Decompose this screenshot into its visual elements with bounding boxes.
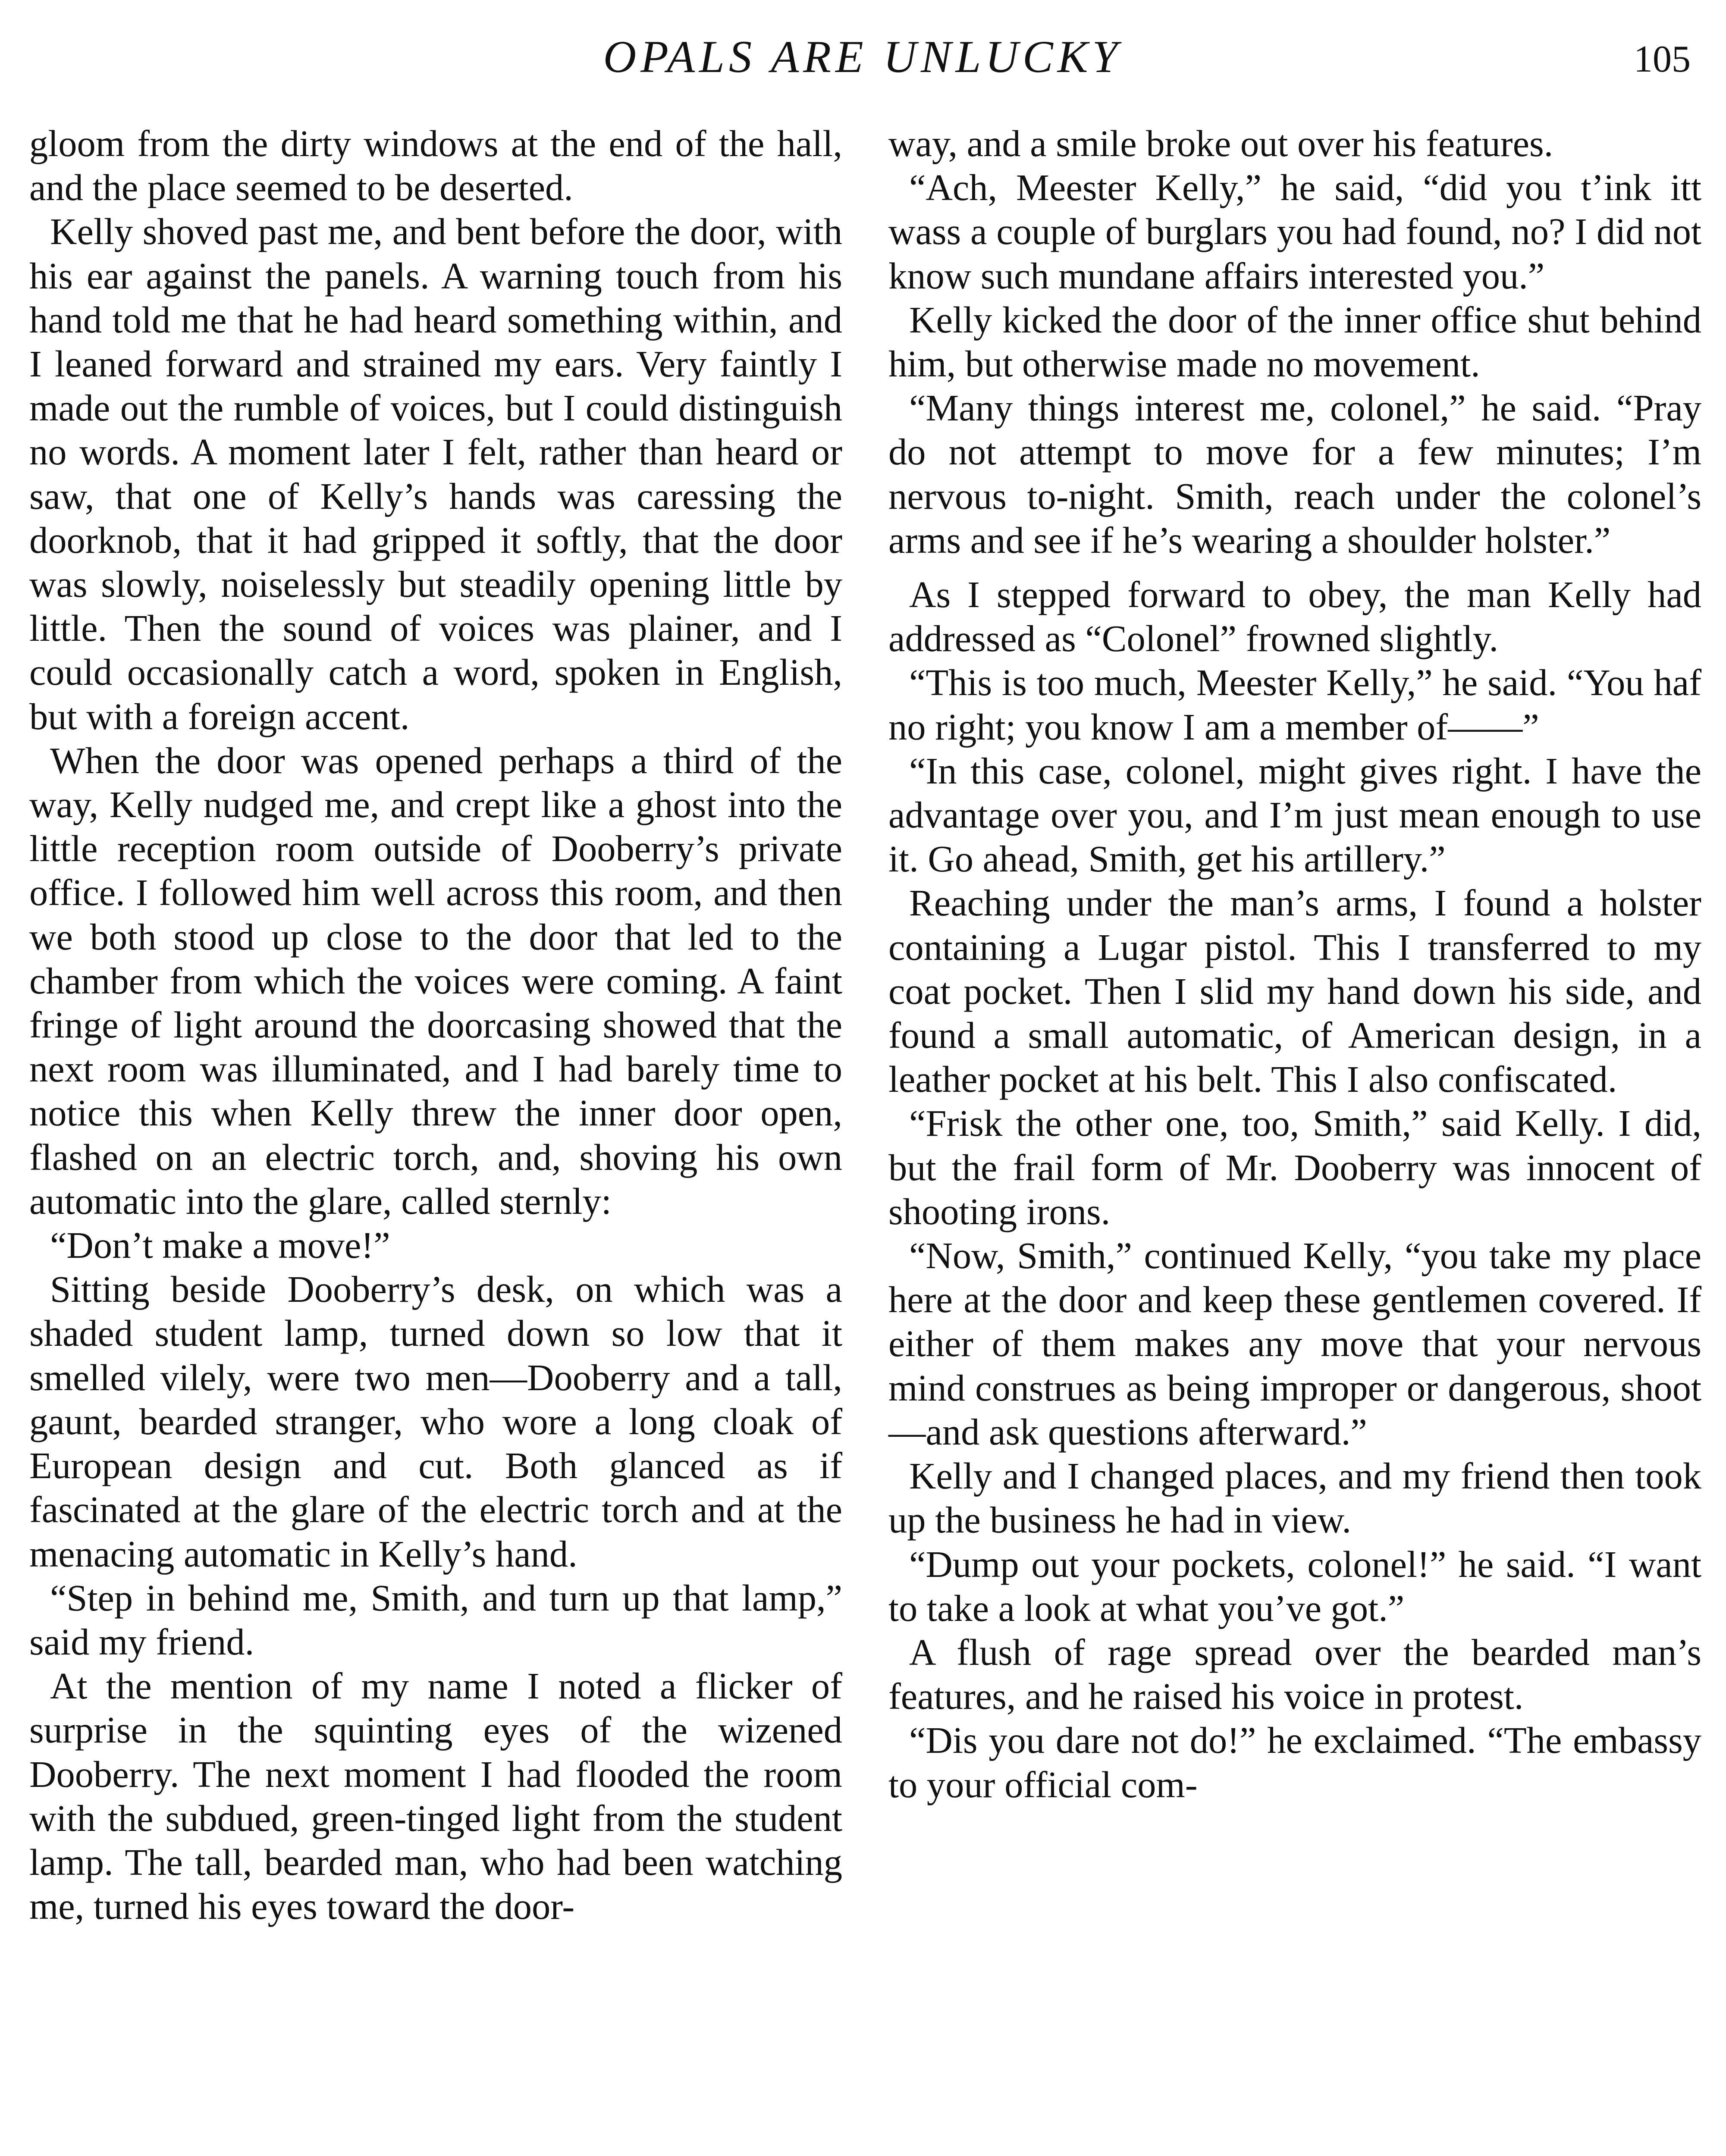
paragraph: A flush of rage spread over the bearded man’s features, and he raised his voice in protest.	[888, 1631, 1701, 1717]
paragraph: “Ach, Meester Kelly,” he said, “did you t’ink itt wass a couple of burglars you had found, no? I did not know such mundane affairs interested you.”	[888, 167, 1701, 297]
paragraph: When the door was opened perhaps a third of the way, Kelly nudged me, and crept like a ghost into the little reception room outside of Dooberry’s private office. I followed him well across this room, and then we both stood up close to the door that led to the chamber from which the voices were coming. A faint fringe of light around the doorcasing showed that the next room was illuminated, and I had barely time to notice this when Kelly threw the inner door open, flashed on an electric torch, and, shoving his own automatic into the glare, called sternly:	[29, 740, 842, 1222]
running-head	[26, 27, 1699, 87]
paragraph: gloom from the dirty windows at the end of the hall, and the place seemed to be deserted.	[29, 123, 842, 209]
paragraph: “Dump out your pockets, colonel!” he said. “I want to take a look at what you’ve got.”	[888, 1543, 1701, 1629]
paragraph: “Dis you dare not do!” he exclaimed. “The embassy to your official com-	[888, 1720, 1701, 1805]
paragraph: “Frisk the other one, too, Smith,” said Kelly. I did, but the frail form of Mr. Dooberry was innocent of shooting irons.	[888, 1103, 1701, 1232]
paragraph: Kelly shoved past me, and bent before the door, with his ear against the panels. A warning touch from his hand told me that he had heard something within, and I leaned forward and strained my ears. Very faintly I made out the rumble of voices, but I could distinguish no words. A moment later I felt, rather than heard or saw, that one of Kelly’s hands was caressing the doorknob, that it had gripped it softly, that the door was slowly, noiselessly but steadily opening little by little. Then the sound of voices was plainer, and I could occasionally catch a word, spoken in English, but with a foreign accent.	[29, 211, 842, 737]
paragraph: way, and a smile broke out over his features.	[888, 123, 1553, 164]
paragraph: “Step in behind me, Smith, and turn up that lamp,” said my friend.	[29, 1577, 842, 1663]
page-number: 105	[1634, 38, 1691, 80]
running-title: OPALS ARE UNLUCKY	[603, 31, 1122, 82]
paragraph: “In this case, colonel, might gives right. I have the advantage over you, and I’m just mean enough to use it. Go ahead, Smith, get his artillery.”	[888, 750, 1701, 880]
left-column	[29, 122, 842, 1928]
paragraph: Reaching under the man’s arms, I found a holster containing a Lugar pistol. This I transferred to my coat pocket. Then I slid my hand down his side, and found a small automatic, of American design, in a leather pocket at his belt. This I also confiscated.	[888, 882, 1701, 1100]
paragraph: Kelly kicked the door of the inner office shut behind him, but otherwise made no movement.	[888, 299, 1701, 385]
right-column	[888, 122, 1701, 1807]
paragraph: “This is too much, Meester Kelly,” he said. “You haf no right; you know I am a member of——”	[888, 662, 1701, 748]
paragraph: “Now, Smith,” continued Kelly, “you take my place here at the door and keep these gentlemen covered. If either of them makes any move that your nervous mind construes as being improper or dangerous, shoot—and ask questions afterward.”	[888, 1235, 1701, 1453]
paragraph: Sitting beside Dooberry’s desk, on which was a shaded student lamp, turned down so low that it smelled vilely, were two men—Dooberry and a tall, gaunt, bearded stranger, who wore a long cloak of European design and cut. Both glanced as if fascinated at the glare of the electric torch and at the menacing automatic in Kelly’s hand.	[29, 1269, 842, 1575]
paragraph: Kelly and I changed places, and my friend then took up the business he had in view.	[888, 1455, 1701, 1541]
paragraph: “Don’t make a move!”	[50, 1225, 390, 1266]
paragraph: As I stepped forward to obey, the man Kelly had addressed as “Colonel” frowned slightly.	[888, 574, 1701, 660]
paragraph: At the mention of my name I noted a flicker of surprise in the squinting eyes of the wizened Dooberry. The next moment I had flooded the room with the subdued, green-tinged light from the student lamp. The tall, bearded man, who had been watching me, turned his eyes toward the door-	[29, 1665, 842, 1927]
paragraph: “Many things interest me, colonel,” he said. “Pray do not attempt to move for a few minutes; I’m nervous to-night. Smith, reach under the colonel’s arms and see if he’s wearing a shoulder holster.”	[888, 387, 1701, 561]
